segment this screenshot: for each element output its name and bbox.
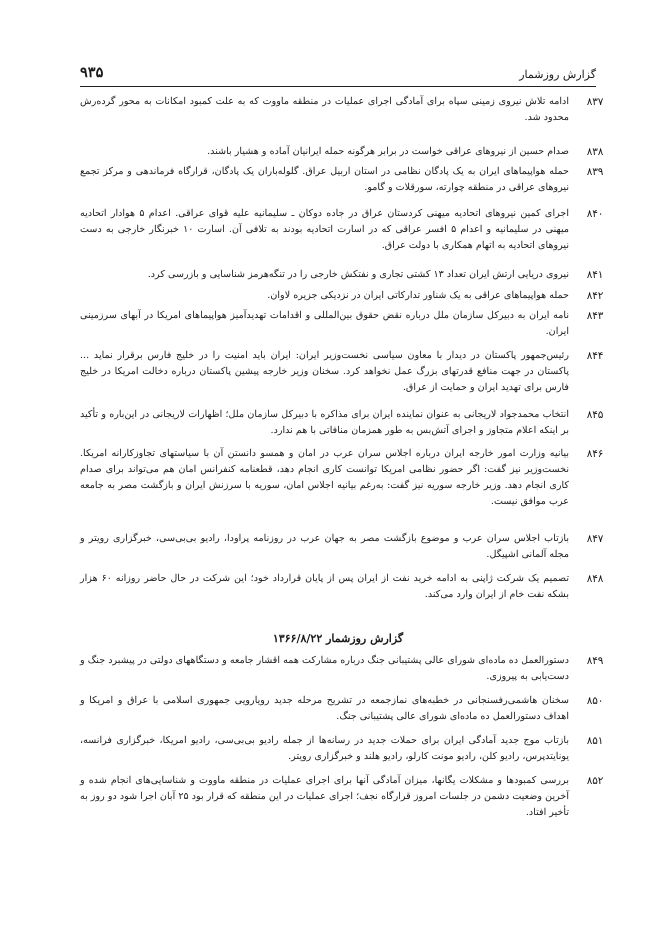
entry-number: ۸۴۰ — [586, 208, 604, 220]
entry-number: ۸۴۶ — [586, 448, 604, 460]
running-title: گزارش روزشمار — [519, 68, 596, 81]
entry-847 — [80, 531, 604, 563]
entry-text: بازتاب اجلاس سران عرب و موضوع بازگشت مصر به جهان عرب در روزنامه پراودا، رادیو بی‌بی‌سی، خبرگزاری رویتر و مجله آلمانی اشپیگل. — [80, 533, 569, 560]
entry-846 — [80, 446, 604, 510]
entry-text: رئیس‌جمهور پاکستان در دیدار با معاون سیاسی نخست‌وزیر ایران: ایران باید امنیت را در خلیج فارس برقرار نماید ... پاکستان در جهت منافع قدرتهای بزرگ عمل نخواهد کرد. سخنان وزیر خارجه پیشین پاکستان درباره دخالت امریکا در خلیج فارس برای تهدید ایران و حمایت از عراق. — [80, 350, 569, 393]
entry-text: بررسی کمبودها و مشکلات یگانها، میزان آمادگی آنها برای اجرای عملیات در منطقه ماووت و شناسایی‌های انجام شده و آخرین وضعیت دشمن در جلسات امروز قرارگاه نجف؛ اجرای عملیات در این منطقه که قرار بود ۲۵ آبان اجرا شود دو روز به تأخیر افتاد. — [80, 775, 569, 818]
entry-text: سخنان هاشمی‌رفسنجانی در خطبه‌های نمازجمعه در تشریح مرحله جدید رویارویی جمهوری اسلامی با عراق و امریکا و اهداف دستورالعمل ده ماده‌ای شورای عالی پشتیبانی جنگ. — [80, 695, 569, 722]
entry-text: ادامه تلاش نیروی زمینی سپاه برای آمادگی اجرای عملیات در منطقه ماووت که به علت کمبود امکانات به محور گردەرش محدود شد. — [80, 96, 569, 123]
entry-843 — [80, 308, 604, 340]
entry-number: ۸۴۳ — [586, 310, 604, 322]
entry-text: بیانیه وزارت امور خارجه ایران درباره اجلاس سران عرب در امان و همسو دانستن آن با سیاستهای تجاوزکارانه امریکا. نخست‌وزیر نیز گفت: اگر حضور نظامی امریکا توانست کاری انجام دهد، قطعنامه کنفرانس امان هم می‌تواند برای صدام کاری انجام دهد. وزیر خارجه سوریه نیز گفت: بەرغم بیانیه اجلاس امان، سوریه با سرزنش ایران و بازگشت مصر به جامعه عرب موافق نیست. — [80, 448, 569, 507]
entry-number: ۸۴۷ — [586, 533, 604, 545]
entry-845 — [80, 407, 604, 439]
entry-852 — [80, 773, 604, 821]
entry-number: ۸۵۱ — [586, 735, 604, 747]
entry-838 — [80, 144, 604, 160]
entry-text: حمله هواپیماهای ایران به یک پادگان نظامی در استان اربیل عراق. گلوله‌باران یک پادگان، قرارگاه فرماندهی و مرکز تجمع نیروهای عراقی در منطقه چوارته، سورقلات و گامو. — [80, 166, 569, 193]
entry-text: تصمیم یک شرکت ژاپنی به ادامه خرید نفت از ایران پس از پایان قرارداد خود؛ این شرکت در حال حاضر روزانه ۶۰ هزار بشکه نفت خام از ایران وارد می‌کند. — [80, 573, 570, 600]
entry-848 — [80, 571, 604, 603]
entry-837 — [80, 94, 604, 126]
entry-849 — [80, 653, 604, 685]
entry-841 — [80, 267, 604, 283]
entry-number: ۸۵۲ — [586, 775, 604, 787]
section-heading: گزارش روزشمار ۱۳۶۶/۸/۲۲ — [272, 632, 404, 645]
entry-850 — [80, 693, 604, 725]
entry-number: ۸۳۸ — [586, 146, 604, 158]
entry-text: انتخاب محمدجواد لاریجانی به عنوان نماینده ایران برای مذاکره با دبیرکل سازمان ملل؛ اظهارات لاریجانی در این‌باره و تأکید بر اینکه اعلام متجاوز و اجرای آتش‌بس به طور همزمان منافاتی با هم ندارد. — [80, 409, 569, 436]
entry-842 — [80, 288, 604, 304]
entry-text: اجرای کمین نیروهای اتحادیه میهنی کردستان عراق در جاده دوکان ـ سلیمانیه علیه قوای عراقی. اعدام ۵ هوادار اتحادیه میهنی در سلیمانیه و اعدام ۵ افسر عراقی که در اسارت اتحادیه بودند به تلافی آن. اسارت ۱۰ خبرنگار خارجی به دست نیروهای اتحادیه به اتهام همکاری با دولت عراق. — [80, 208, 570, 251]
entry-number: ۸۴۴ — [586, 350, 604, 362]
entry-844 — [80, 348, 604, 396]
entry-number: ۸۴۵ — [586, 409, 604, 421]
entry-number: ۸۳۷ — [586, 96, 604, 108]
entry-851 — [80, 733, 604, 765]
entry-840 — [80, 206, 604, 254]
entry-text: نامه ایران به دبیرکل سازمان ملل درباره نقض حقوق بین‌المللی و اقدامات تهدیدآمیز هواپیماهای امریکا در آبهای سرزمینی ایران. — [80, 310, 569, 337]
entry-number: ۸۵۰ — [586, 695, 604, 707]
entry-number: ۸۳۹ — [586, 166, 604, 178]
entry-text: دستورالعمل ده ماده‌ای شورای عالی پشتیبانی جنگ درباره مشارکت همه اقشار جامعه و دستگاههای دولتی در پیشبرد جنگ و دست‌یابی به پیروزی. — [80, 655, 569, 682]
entry-text: نیروی دریایی ارتش ایران تعداد ۱۳ کشتی تجاری و نفتکش خارجی را در تنگه‌هرمز شناسایی و بازرسی کرد. — [147, 269, 569, 280]
entry-number: ۸۴۸ — [586, 573, 604, 585]
entry-number: ۸۴۲ — [586, 290, 604, 302]
entry-text: حمله هواپیماهای عراقی به یک شناور تدارکاتی ایران در نزدیکی جزیره لاوان. — [267, 290, 569, 301]
page-number: ۹۳۵ — [80, 64, 104, 81]
entry-text: صدام حسین از نیروهای عراقی خواست در برابر هرگونه حمله ایرانیان آماده و هشیار باشند. — [207, 146, 569, 157]
entry-text: بازتاب موج جدید آمادگی ایران برای حملات جدید در رسانه‌ها از جمله رادیو بی‌بی‌سی، رادیو امریکا، خبرگزاری فرانسه، یونایتدپرس، رادیو کلن، رادیو مونت کارلو، رادیو هلند و خبرگزاری رویتر. — [80, 735, 569, 762]
page-header — [80, 62, 596, 87]
entry-839 — [80, 164, 604, 196]
entry-number: ۸۴۹ — [586, 655, 604, 667]
entry-number: ۸۴۱ — [586, 269, 604, 281]
